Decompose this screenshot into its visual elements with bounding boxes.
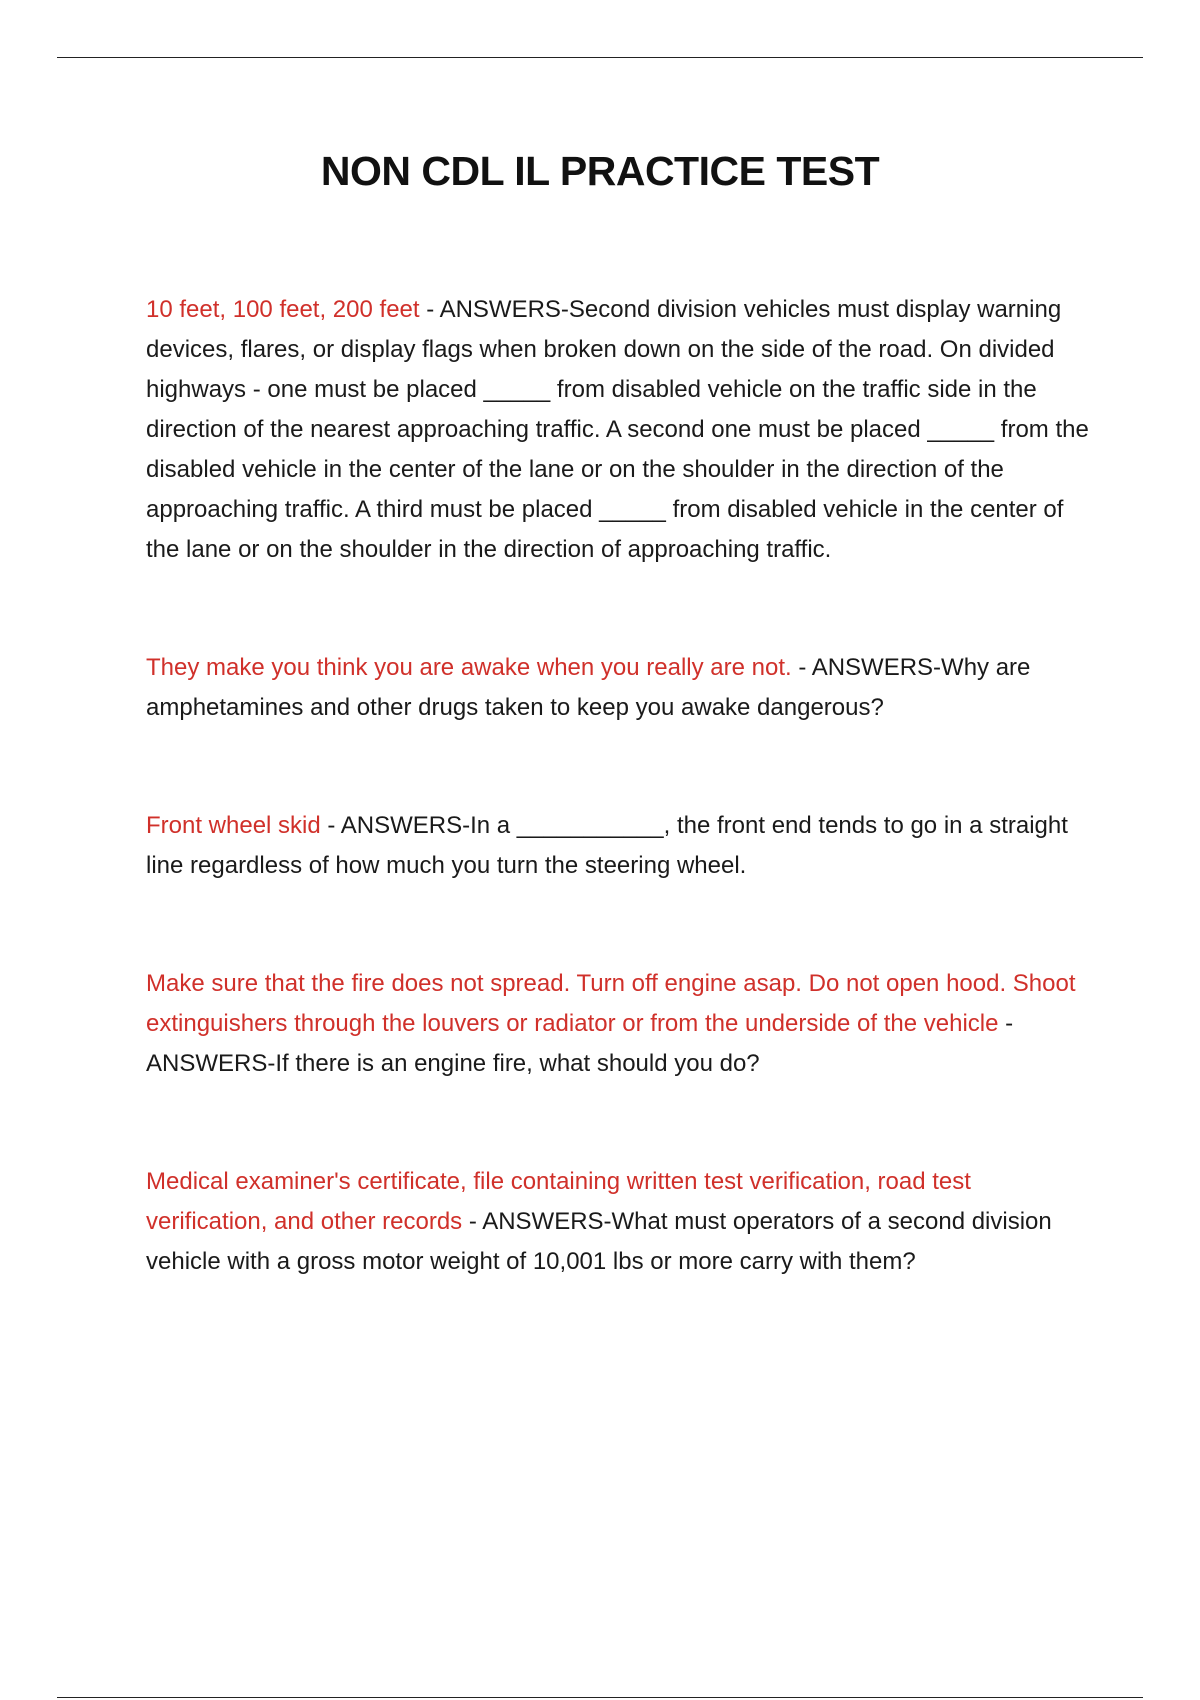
qa-list [146,290,1091,1282]
bottom-rule [57,1697,1143,1698]
qa-answer: Medical examiner's certificate, file containing written test verification, road test verification, and other records [146,1168,971,1235]
top-rule [57,57,1143,58]
qa-separator: - [419,296,440,323]
document-title: NON CDL IL PRACTICE TEST [320,148,880,194]
qa-separator: - [998,1010,1014,1037]
qa-separator: - [320,812,341,839]
qa-question: ANSWERS-What must operators of a second division vehicle with a gross motor weight of 10,001 lbs or more carry with them? [146,1208,1052,1275]
qa-question: ANSWERS-Second division vehicles must display warning devices, flares, or display flags when broken down on the side of the road. On divided highways - one must be placed _____ from disabled vehicle on the traffic side in the direction of the nearest approaching traffic. A second one must be placed _____ from the disabled vehicle in the center of the lane or on the shoulder in the direction of the approaching traffic. A third must be placed _____ from disabled vehicle in the center of the lane or on the shoulder in the direction of approaching traffic. [146,296,1089,563]
qa-item [146,648,1091,728]
qa-item [146,964,1091,1084]
qa-question: ANSWERS-If there is an engine fire, what should you do? [146,1050,760,1077]
qa-answer: 10 feet, 100 feet, 200 feet [146,296,420,323]
qa-question: ANSWERS-Why are amphetamines and other drugs taken to keep you awake dangerous? [146,654,1031,721]
qa-item [146,806,1091,886]
qa-separator: - [791,654,812,681]
qa-item [146,290,1091,570]
qa-separator: - [462,1208,483,1235]
qa-answer: Front wheel skid [146,812,321,839]
qa-answer: They make you think you are awake when you really are not. [146,654,792,681]
qa-answer: Make sure that the fire does not spread. Turn off engine asap. Do not open hood. Shoot extinguishers through the louvers or radiator or from the underside of the vehicle [146,970,1076,1037]
qa-question: ANSWERS-In a ___________, the front end tends to go in a straight line regardless of how much you turn the steering wheel. [146,812,1068,879]
qa-item [146,1162,1091,1282]
